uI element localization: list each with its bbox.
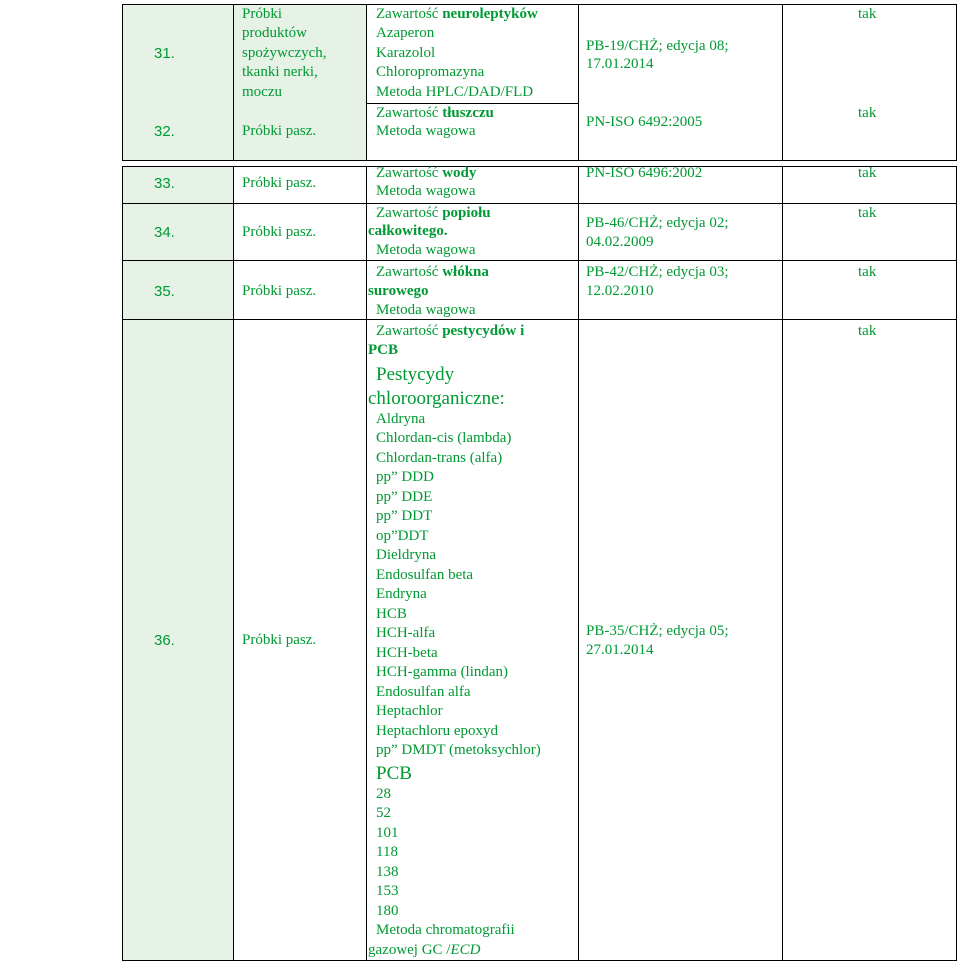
- parameter-prefix: Zawartość: [376, 205, 443, 221]
- pcb-item: 180: [376, 903, 399, 919]
- pesticide-item: HCH-gamma (lindan): [376, 664, 509, 680]
- standard-line: PN-ISO 6496:2002: [586, 165, 703, 181]
- row-number: 35.: [154, 283, 175, 300]
- pesticide-item: Aldryna: [376, 411, 426, 427]
- row-number: 31.: [154, 45, 175, 62]
- method-line: Chloropromazyna: [376, 64, 485, 80]
- method-line: Metoda wagowa: [376, 123, 476, 139]
- standard-line: PN-ISO 6492:2005: [586, 114, 703, 130]
- pesticide-item: Endryna: [376, 586, 427, 602]
- sample-line: Próbki pasz.: [242, 123, 317, 139]
- pesticide-item: Chlordan-trans (alfa): [376, 450, 503, 466]
- cell-number-34: [122, 203, 234, 261]
- method-line: Metoda wagowa: [376, 242, 476, 258]
- pesticide-item: Dieldryna: [376, 547, 436, 563]
- accredited-value: tak: [858, 323, 877, 339]
- pesticides-heading: Pestycydy: [376, 364, 455, 385]
- sample-line: Próbki pasz.: [242, 632, 317, 648]
- cell-standard-31-32: [578, 4, 783, 161]
- method-line: Azaperon: [376, 25, 435, 41]
- parameter-prefix: Zawartość: [376, 264, 443, 280]
- method-line: Metoda wagowa: [376, 183, 476, 199]
- method-line: Metoda HPLC/DAD/FLD: [376, 84, 534, 100]
- standard-line: PB-19/CHŻ; edycja 08;: [586, 38, 729, 54]
- parameter-name: pestycydów i: [442, 323, 525, 339]
- accredited-value: tak: [858, 205, 877, 221]
- sample-line: Próbki pasz.: [242, 175, 317, 191]
- standard-line: PB-35/CHŻ; edycja 05;: [586, 623, 729, 639]
- row-number: 34.: [154, 224, 175, 241]
- pesticide-item: pp” DDD: [376, 469, 434, 485]
- row-number: 32.: [154, 123, 175, 140]
- cell-number-31-32: [122, 4, 234, 161]
- pesticide-item: HCB: [376, 606, 407, 622]
- pcb-item: 52: [376, 805, 391, 821]
- sample-line: spożywczych,: [242, 45, 327, 61]
- parameter-title: [376, 204, 491, 224]
- pesticides-heading-cont: chloroorganiczne:: [368, 388, 505, 409]
- cell-number-36: [122, 319, 234, 961]
- cell-number-35: [122, 260, 234, 320]
- parameter-title: [376, 322, 524, 342]
- parameter-title: [376, 5, 538, 25]
- pesticide-item: Heptachlor: [376, 703, 443, 719]
- sample-line: produktów: [242, 25, 307, 41]
- sample-line: Próbki pasz.: [242, 224, 317, 240]
- method-line: Karazolol: [376, 45, 436, 61]
- pcb-item: 118: [376, 844, 398, 860]
- pesticide-item: pp” DDT: [376, 508, 433, 524]
- accredited-value: tak: [858, 105, 877, 121]
- method-line: Metoda wagowa: [376, 302, 476, 318]
- cell-accredited-36: [782, 319, 957, 961]
- pesticide-item: Heptachloru epoxyd: [376, 723, 499, 739]
- standard-line: PB-42/CHŻ; edycja 03;: [586, 264, 729, 280]
- pcb-heading: PCB: [376, 763, 412, 784]
- parameter-name: tłuszczu: [442, 105, 494, 121]
- pesticide-item: HCH-beta: [376, 645, 438, 661]
- pesticide-item: Endosulfan beta: [376, 567, 474, 583]
- pcb-item: 101: [376, 825, 399, 841]
- parameter-name: neuroleptyków: [442, 6, 538, 22]
- pcb-item: 138: [376, 864, 399, 880]
- cell-number-33: [122, 166, 234, 204]
- accredited-value: tak: [858, 264, 877, 280]
- sample-line: moczu: [242, 84, 282, 100]
- method-line: Metoda chromatografii: [376, 922, 515, 938]
- row-number: 36.: [154, 632, 175, 649]
- pesticide-item: pp” DDE: [376, 489, 433, 505]
- pesticide-item: Endosulfan alfa: [376, 684, 471, 700]
- parameter-name-cont: całkowitego.: [368, 223, 448, 239]
- parameter-name: włókna: [442, 264, 489, 280]
- sample-line: Próbki: [242, 6, 283, 22]
- parameter-name-cont: surowego: [368, 283, 429, 299]
- parameter-name: popiołu: [442, 205, 491, 221]
- method-line: gazowej GC /ECD: [368, 942, 481, 958]
- parameter-prefix: Zawartość: [376, 105, 443, 121]
- standard-line: 12.02.2010: [586, 283, 654, 299]
- pesticide-item: op”DDT: [376, 528, 429, 544]
- pesticide-item: HCH-alfa: [376, 625, 436, 641]
- parameter-prefix: Zawartość: [376, 165, 443, 181]
- sample-line: tkanki nerki,: [242, 64, 318, 80]
- parameter-title: [376, 104, 494, 124]
- standard-line: PB-46/CHŻ; edycja 02;: [586, 215, 729, 231]
- parameter-title: [376, 263, 489, 283]
- standard-line: 04.02.2009: [586, 234, 654, 250]
- pesticide-item: Chlordan-cis (lambda): [376, 430, 512, 446]
- parameter-prefix: Zawartość: [376, 323, 443, 339]
- accredited-value: tak: [858, 6, 877, 22]
- parameter-name: wody: [442, 165, 477, 181]
- sample-line: Próbki pasz.: [242, 283, 317, 299]
- cell-accredited-31-32: [782, 4, 957, 161]
- accredited-value: tak: [858, 165, 877, 181]
- parameter-name-cont: PCB: [368, 342, 398, 358]
- standard-line: 17.01.2014: [586, 56, 654, 72]
- parameter-prefix: Zawartość: [376, 6, 443, 22]
- pesticide-item: pp” DMDT (metoksychlor): [376, 742, 541, 758]
- pcb-item: 28: [376, 786, 391, 802]
- pcb-item: 153: [376, 883, 399, 899]
- row-number: 33.: [154, 175, 175, 192]
- parameter-title: [376, 164, 476, 184]
- standard-line: 27.01.2014: [586, 642, 654, 658]
